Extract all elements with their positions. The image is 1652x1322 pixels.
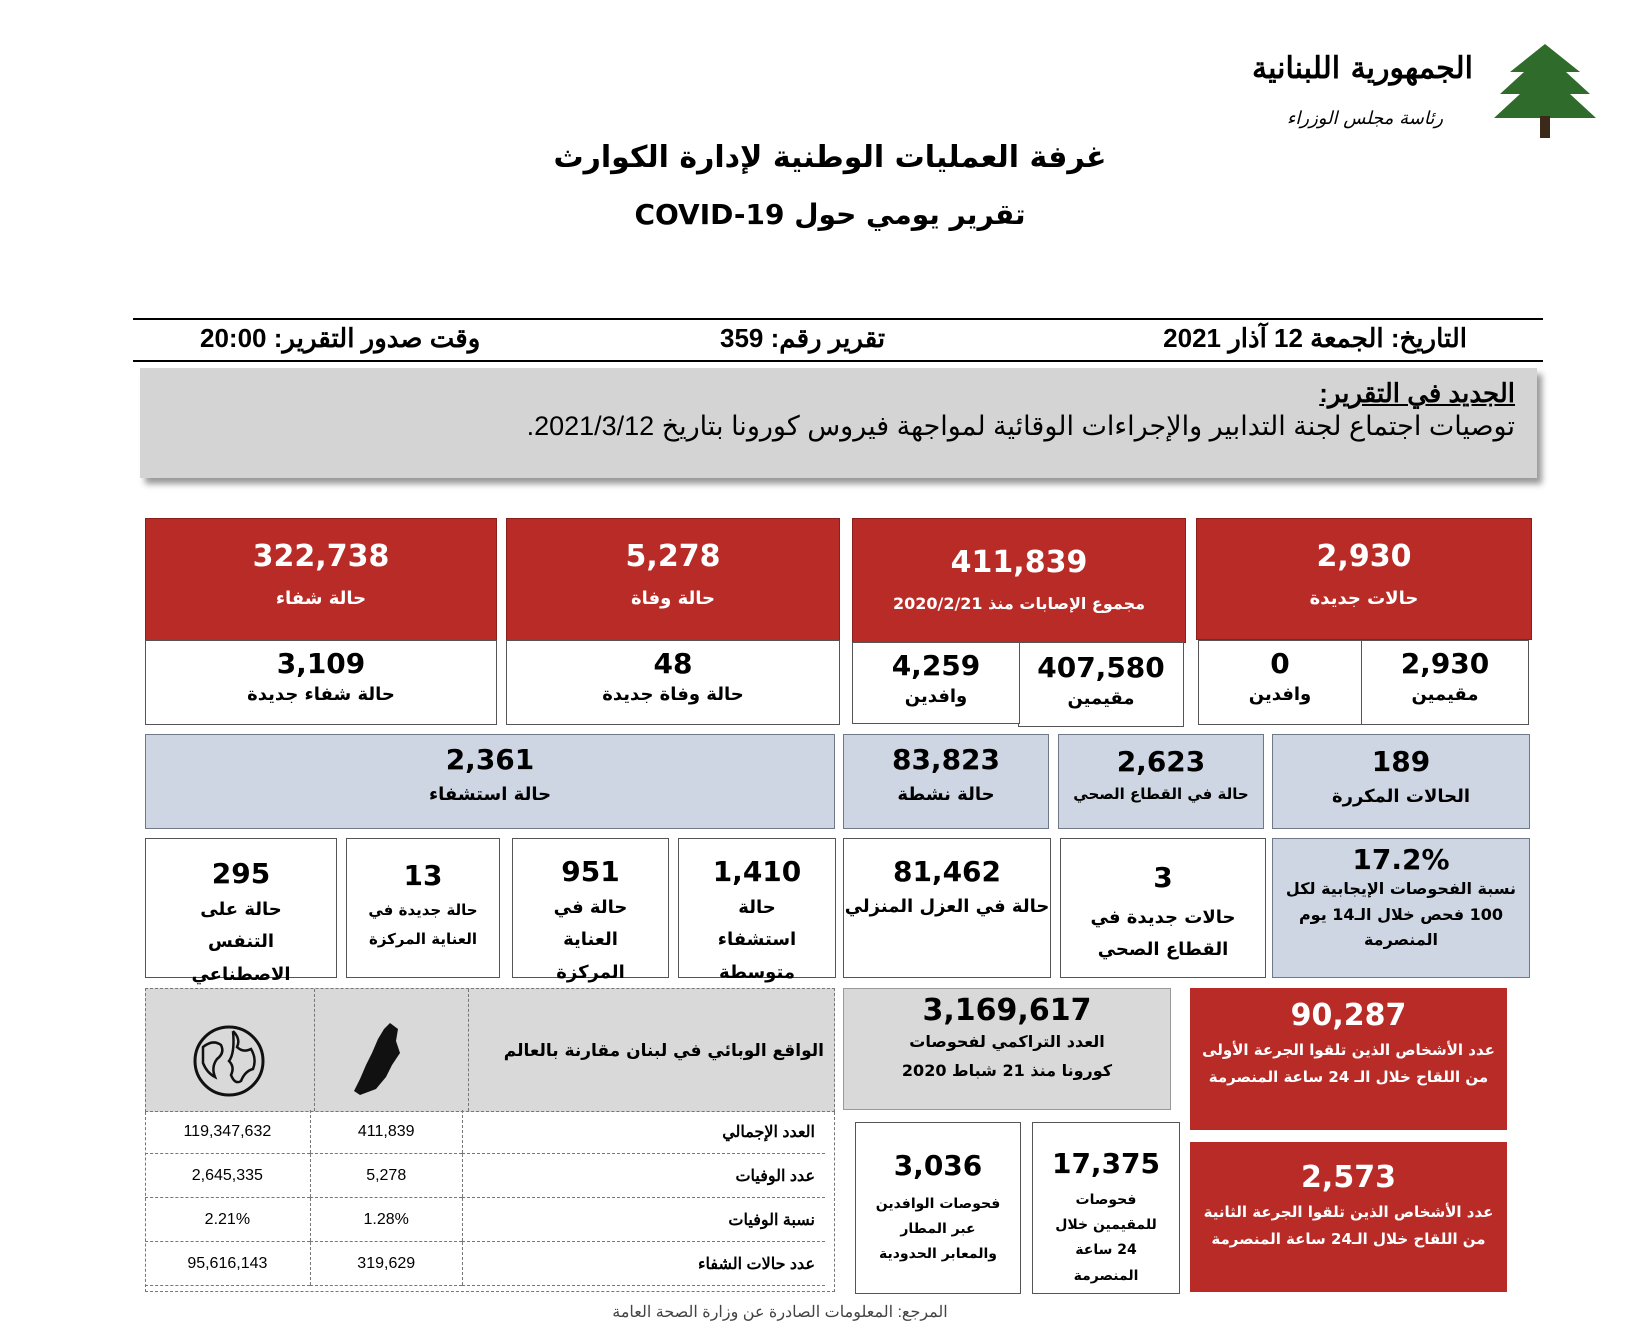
tests-arrivals-card (855, 1122, 1021, 1294)
comparison-table (145, 1110, 825, 1286)
new-arrivals-label: وافدين (1248, 684, 1312, 705)
repeated-label: الحالات المكررة (1331, 786, 1471, 807)
new-arrivals-card (1198, 640, 1362, 725)
recoveries-value: 322,738 (252, 539, 390, 574)
comparison-header (145, 988, 835, 1112)
new-cases-card (1196, 518, 1532, 640)
ventilator-value: 295 (211, 857, 271, 890)
recoveries-label: حالة شفاء (275, 588, 367, 609)
comparison-row-label: عدد حالات الشفاء (462, 1242, 825, 1286)
health-new-label: حالات جديدة في القطاع الصحي (1090, 907, 1236, 961)
tests-residents-value: 17,375 (1051, 1147, 1161, 1180)
comparison-row-world: 95,616,143 (145, 1242, 310, 1286)
tests-residents-label: فحوصات للمقيمين خلال 24 ساعة المنصرمة (1055, 1192, 1157, 1284)
icu-label: حالة في العناية المركزة (553, 897, 628, 983)
vaccine-dose1-label: عدد الأشخاص الذين تلقوا الجرعة الأولى من اللقاح خلال الـ 24 ساعة المنصرمة (1202, 1041, 1495, 1086)
new-recoveries-label: حالة شفاء جديدة (247, 684, 395, 705)
repeated-card (1272, 734, 1530, 829)
new-recoveries-value: 3,109 (276, 647, 366, 680)
comparison-row-world: 119,347,632 (145, 1110, 310, 1154)
comparison-row-label: نسبة الوفيات (462, 1198, 825, 1242)
top-rule (133, 318, 1543, 320)
total-arrivals-card (852, 642, 1020, 724)
health-new-card (1060, 838, 1266, 978)
vaccine-dose1-value: 90,287 (1290, 998, 1407, 1033)
report-number: تقرير رقم: 359 (720, 323, 886, 353)
comparison-row-lebanon: 5,278 (310, 1154, 462, 1198)
deaths-value: 5,278 (625, 539, 721, 574)
new-cases-value: 2,930 (1316, 539, 1412, 574)
vaccine-dose2-card (1190, 1142, 1507, 1292)
positivity-card (1272, 838, 1530, 978)
ventilator-label: حالة على التنفس الاصطناعي (191, 899, 291, 985)
repeated-value: 189 (1371, 745, 1431, 778)
medium-value: 1,410 (712, 855, 802, 888)
icu-new-card (346, 838, 500, 978)
news-body: توصيات اجتماع لجنة التدابير والإجراءات الوقائية لمواجهة فيروس كورونا بتاريخ 2021/3/12. (526, 411, 1515, 441)
tests-total-label: العدد التراكمي لفحوصات كورونا منذ 21 شباط 2020 (901, 1032, 1113, 1080)
new-deaths-card (506, 640, 840, 725)
recoveries-card (145, 518, 497, 642)
new-residents-card (1361, 640, 1529, 725)
new-recoveries-card (145, 640, 497, 725)
medium-card (678, 838, 836, 983)
hospitalized-label: حالة استشفاء (428, 784, 552, 805)
positivity-value: 17.2% (1352, 843, 1450, 876)
icu-card (512, 838, 669, 983)
active-value: 83,823 (891, 743, 1001, 776)
comparison-row-lebanon: 319,629 (310, 1242, 462, 1286)
page-subtitle: تقرير يومي حول COVID-19 (634, 198, 1026, 231)
medium-label: حالة استشفاء متوسطة (717, 897, 797, 983)
deaths-card (506, 518, 840, 642)
report-date: التاريخ: الجمعة 12 آذار 2021 (1163, 323, 1467, 353)
total-arrivals-label: وافدين (904, 686, 968, 707)
icu-new-value: 13 (403, 859, 443, 892)
health-sector-label: حالة في القطاع الصحي (1073, 785, 1249, 803)
table-row (145, 1154, 825, 1198)
health-new-value: 3 (1153, 861, 1173, 894)
bottom-rule (133, 360, 1543, 362)
comparison-row-lebanon: 1.28% (310, 1198, 462, 1242)
comparison-row-lebanon: 411,839 (310, 1110, 462, 1154)
report-time: وقت صدور التقرير: 20:00 (200, 323, 481, 353)
comparison-title: الواقع الوبائي في لبنان مقارنة بالعالم (503, 1041, 824, 1061)
comparison-row-label: عدد الوفيات (462, 1154, 825, 1198)
ventilator-card (145, 838, 337, 985)
news-box (140, 368, 1537, 478)
home-isolation-value: 81,462 (892, 855, 1002, 888)
tests-residents-card (1032, 1122, 1180, 1294)
vaccine-dose1-card (1190, 988, 1507, 1130)
new-deaths-label: حالة وفاة جديدة (602, 684, 744, 705)
home-isolation-card (843, 838, 1051, 978)
tests-total-value: 3,169,617 (922, 993, 1092, 1028)
active-card (843, 734, 1049, 829)
hospitalized-card (145, 734, 835, 829)
page-title: غرفة العمليات الوطنية لإدارة الكوارث (553, 140, 1107, 175)
hospitalized-value: 2,361 (445, 743, 535, 776)
icu-new-label: حالة جديدة في العناية المركزة (368, 901, 478, 948)
logo-presidency-text: رئاسة مجلس الوزراء (1286, 108, 1444, 129)
total-cases-value: 411,839 (950, 545, 1088, 580)
tests-arrivals-label: فحوصات الوافدين عبر المطار والمعابر الحدودية (875, 1196, 1001, 1263)
health-sector-value: 2,623 (1116, 745, 1206, 778)
active-label: حالة نشطة (897, 784, 995, 805)
home-isolation-label: حالة في العزل المنزلي (844, 896, 1050, 917)
table-row (145, 1110, 825, 1154)
deaths-label: حالة وفاة (630, 588, 716, 609)
comparison-divider (314, 989, 315, 1111)
total-arrivals-value: 4,259 (891, 649, 981, 682)
logo-republic-text: الجمهورية اللبنانية (1251, 51, 1473, 86)
total-residents-card (1018, 642, 1184, 727)
globe-icon (191, 1023, 267, 1099)
footer-source: المرجع: المعلومات الصادرة عن وزارة الصحة العامة (612, 1304, 948, 1321)
comparison-row-world: 2.21% (145, 1198, 310, 1242)
news-title: الجديد في التقرير: (1319, 378, 1515, 408)
new-residents-value: 2,930 (1400, 647, 1490, 680)
vaccine-dose2-label: عدد الأشخاص الذين تلقوا الجرعة الثانية من اللقاح خلال الـ24 ساعة المنصرمة (1203, 1203, 1494, 1248)
table-row (145, 1242, 825, 1286)
new-deaths-value: 48 (653, 647, 693, 680)
positivity-label: نسبة الفحوصات الإيجابية لكل 100 فحص خلال الـ14 يوم المنصرمة (1285, 879, 1517, 950)
comparison-divider (468, 989, 469, 1111)
vaccine-dose2-value: 2,573 (1301, 1160, 1396, 1195)
total-residents-value: 407,580 (1037, 651, 1165, 684)
total-cases-card (852, 518, 1186, 643)
total-cases-label: مجموع الإصابات منذ 2020/2/21 (892, 594, 1146, 613)
health-sector-card (1058, 734, 1264, 829)
comparison-row-world: 2,645,335 (145, 1154, 310, 1198)
new-arrivals-value: 0 (1270, 647, 1290, 680)
total-residents-label: مقيمين (1067, 688, 1135, 709)
tests-total-card (843, 988, 1171, 1110)
table-row (145, 1198, 825, 1242)
lebanon-map-icon (346, 1019, 406, 1099)
icu-value: 951 (561, 855, 620, 888)
new-cases-label: حالات جديدة (1309, 588, 1419, 609)
new-residents-label: مقيمين (1411, 684, 1479, 705)
comparison-row-label: العدد الإجمالي (462, 1110, 825, 1154)
tests-arrivals-value: 3,036 (893, 1149, 983, 1182)
cedar-logo-icon (1490, 42, 1600, 142)
